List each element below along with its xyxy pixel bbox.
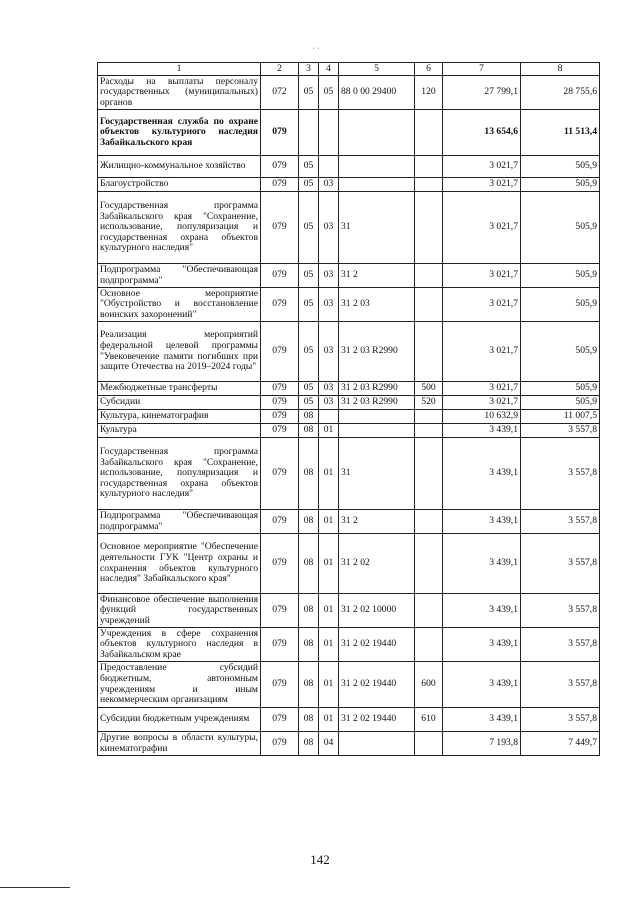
row-expense-type [415, 438, 443, 510]
table-row [98, 76, 600, 110]
row-name: Расходы на выплаты персоналу государственных (муниципальных) органов [98, 76, 261, 110]
row-section-code: 08 [299, 732, 319, 756]
row-section-code: 08 [299, 510, 319, 534]
row-expense-type [415, 594, 443, 628]
row-section-code [299, 110, 319, 156]
row-expense-type [415, 192, 443, 264]
header-col-2: 2 [261, 63, 299, 76]
row-target-article: 31 2 [339, 264, 415, 288]
page-number: 142 [310, 852, 330, 867]
row-subsection-code: 01 [319, 628, 339, 662]
row-target-article [339, 110, 415, 156]
header-col-8: 8 [521, 63, 600, 76]
row-name: Финансовое обеспечение выполнения функций государственных учреждений [98, 594, 261, 628]
row-target-article: 31 2 [339, 510, 415, 534]
row-section-code: 08 [299, 594, 319, 628]
row-name: Культура, кинематография [98, 410, 261, 424]
row-amount-year2: 505,9 [521, 382, 600, 396]
table-row [98, 534, 600, 594]
row-target-article: 31 2 03 [339, 288, 415, 322]
row-name: Государственная программа Забайкальского края "Сохранение, использование, популяризация и государственная охрана объектов культурного наследия" [98, 192, 261, 264]
row-target-article [339, 156, 415, 178]
row-section-code: 05 [299, 382, 319, 396]
row-subsection-code: 05 [319, 76, 339, 110]
row-admin-code: 072 [261, 76, 299, 110]
row-name: Субсидии [98, 396, 261, 410]
row-amount-year2: 3 557,8 [521, 424, 600, 438]
row-target-article: 31 [339, 438, 415, 510]
row-expense-type [415, 628, 443, 662]
row-admin-code: 079 [261, 178, 299, 192]
row-admin-code: 079 [261, 322, 299, 382]
row-section-code: 05 [299, 178, 319, 192]
row-subsection-code: 03 [319, 178, 339, 192]
row-admin-code: 079 [261, 628, 299, 662]
row-target-article: 31 2 02 19440 [339, 628, 415, 662]
row-amount-year1: 3 439,1 [443, 708, 521, 732]
row-section-code: 05 [299, 76, 319, 110]
row-admin-code: 079 [261, 410, 299, 424]
row-subsection-code [319, 110, 339, 156]
table-row [98, 192, 600, 264]
table-row [98, 382, 600, 396]
row-subsection-code: 01 [319, 424, 339, 438]
row-subsection-code [319, 410, 339, 424]
row-target-article: 31 2 03 R2990 [339, 382, 415, 396]
row-section-code: 05 [299, 264, 319, 288]
row-admin-code: 079 [261, 396, 299, 410]
row-name: Жилищно-коммунальное хозяйство [98, 156, 261, 178]
table-row [98, 322, 600, 382]
row-expense-type [415, 264, 443, 288]
table-row [98, 424, 600, 438]
row-subsection-code [319, 156, 339, 178]
table-row [98, 178, 600, 192]
row-admin-code: 079 [261, 534, 299, 594]
row-section-code: 08 [299, 708, 319, 732]
row-target-article: 31 2 03 R2990 [339, 396, 415, 410]
row-target-article [339, 732, 415, 756]
row-expense-type [415, 322, 443, 382]
row-amount-year1: 27 799,1 [443, 76, 521, 110]
row-expense-type [415, 178, 443, 192]
table-row [98, 510, 600, 534]
row-amount-year1: 3 439,1 [443, 438, 521, 510]
row-subsection-code: 01 [319, 708, 339, 732]
table-row [98, 438, 600, 510]
row-expense-type [415, 288, 443, 322]
row-target-article: 31 2 02 19440 [339, 662, 415, 708]
row-admin-code: 079 [261, 156, 299, 178]
table-header-row [98, 63, 600, 76]
row-amount-year2: 505,9 [521, 264, 600, 288]
row-target-article: 31 2 03 R2990 [339, 322, 415, 382]
row-amount-year1: 3 021,7 [443, 396, 521, 410]
row-admin-code: 079 [261, 732, 299, 756]
row-amount-year1: 3 021,7 [443, 322, 521, 382]
row-amount-year2: 3 557,8 [521, 438, 600, 510]
row-amount-year2: 505,9 [521, 178, 600, 192]
row-admin-code: 079 [261, 288, 299, 322]
table-body [98, 76, 600, 756]
row-amount-year2: 3 557,8 [521, 708, 600, 732]
row-amount-year1: 3 021,7 [443, 156, 521, 178]
table-row [98, 628, 600, 662]
row-expense-type: 610 [415, 708, 443, 732]
row-subsection-code: 01 [319, 510, 339, 534]
row-section-code: 08 [299, 662, 319, 708]
row-name: Реализация мероприятий федеральной целевой программы "Увековечение памяти погибших при защите Отечества на 2019–2024 годы" [98, 322, 261, 382]
row-amount-year2: 3 557,8 [521, 510, 600, 534]
table-row [98, 396, 600, 410]
row-admin-code: 079 [261, 438, 299, 510]
row-expense-type [415, 424, 443, 438]
row-expense-type: 600 [415, 662, 443, 708]
row-subsection-code: 03 [319, 288, 339, 322]
row-admin-code: 079 [261, 192, 299, 264]
row-section-code: 05 [299, 192, 319, 264]
header-col-7: 7 [443, 63, 521, 76]
row-section-code: 08 [299, 534, 319, 594]
row-amount-year1: 3 439,1 [443, 662, 521, 708]
row-subsection-code: 04 [319, 732, 339, 756]
row-amount-year2: 3 557,8 [521, 662, 600, 708]
row-target-article: 31 [339, 192, 415, 264]
row-section-code: 05 [299, 322, 319, 382]
row-amount-year1: 3 021,7 [443, 288, 521, 322]
header-col-3: 3 [299, 63, 319, 76]
row-expense-type [415, 510, 443, 534]
table-row [98, 410, 600, 424]
row-name: Основное мероприятие "Обеспечение деятельности ГУК "Центр охраны и сохранения объектов культурного наследия" Забайкальского края" [98, 534, 261, 594]
row-subsection-code: 01 [319, 594, 339, 628]
header-col-5: 5 [339, 63, 415, 76]
header-col-1: 1 [98, 63, 261, 76]
table-row [98, 156, 600, 178]
row-amount-year1: 3 021,7 [443, 192, 521, 264]
row-subsection-code: 01 [319, 438, 339, 510]
row-target-article [339, 178, 415, 192]
row-amount-year2: 505,9 [521, 322, 600, 382]
row-expense-type [415, 110, 443, 156]
row-name: Благоустройство [98, 178, 261, 192]
row-expense-type [415, 732, 443, 756]
row-amount-year1: 13 654,6 [443, 110, 521, 156]
row-admin-code: 079 [261, 382, 299, 396]
row-amount-year1: 3 439,1 [443, 628, 521, 662]
footer-divider [0, 887, 70, 888]
row-expense-type [415, 156, 443, 178]
row-subsection-code: 03 [319, 382, 339, 396]
row-amount-year2: 28 755,6 [521, 76, 600, 110]
row-amount-year1: 7 193,8 [443, 732, 521, 756]
row-name: Другие вопросы в области культуры, кинематографии [98, 732, 261, 756]
row-subsection-code: 03 [319, 192, 339, 264]
row-expense-type [415, 410, 443, 424]
row-admin-code: 079 [261, 510, 299, 534]
row-name: Учреждения в сфере сохранения объектов культурного наследия в Забайкальском крае [98, 628, 261, 662]
table-row [98, 264, 600, 288]
row-section-code: 08 [299, 628, 319, 662]
row-amount-year2: 3 557,8 [521, 534, 600, 594]
row-subsection-code: 03 [319, 396, 339, 410]
row-amount-year1: 3 439,1 [443, 510, 521, 534]
table-row [98, 708, 600, 732]
row-amount-year2: 11 513,4 [521, 110, 600, 156]
row-subsection-code: 01 [319, 534, 339, 594]
scan-artifact: ˎ ˏ [312, 40, 320, 49]
row-target-article: 88 0 00 29400 [339, 76, 415, 110]
row-admin-code: 079 [261, 110, 299, 156]
row-amount-year1: 3 439,1 [443, 424, 521, 438]
row-subsection-code: 01 [319, 662, 339, 708]
row-amount-year2: 7 449,7 [521, 732, 600, 756]
row-name: Государственная программа Забайкальского края "Сохранение, использование, популяризация и государственная охрана объектов культурного наследия" [98, 438, 261, 510]
row-amount-year1: 3 021,7 [443, 178, 521, 192]
row-admin-code: 079 [261, 662, 299, 708]
row-target-article: 31 2 02 19440 [339, 708, 415, 732]
row-section-code: 08 [299, 438, 319, 510]
row-expense-type: 120 [415, 76, 443, 110]
row-amount-year2: 505,9 [521, 288, 600, 322]
row-expense-type: 500 [415, 382, 443, 396]
row-section-code: 08 [299, 410, 319, 424]
table-row [98, 732, 600, 756]
row-name: Подпрограмма "Обеспечивающая подпрограмма" [98, 264, 261, 288]
row-amount-year2: 505,9 [521, 396, 600, 410]
row-section-code: 05 [299, 396, 319, 410]
header-col-4: 4 [319, 63, 339, 76]
table-row [98, 110, 600, 156]
row-amount-year2: 3 557,8 [521, 628, 600, 662]
row-admin-code: 079 [261, 594, 299, 628]
row-target-article [339, 410, 415, 424]
row-subsection-code: 03 [319, 264, 339, 288]
header-col-6: 6 [415, 63, 443, 76]
row-amount-year2: 3 557,8 [521, 594, 600, 628]
row-target-article: 31 2 02 10000 [339, 594, 415, 628]
row-admin-code: 079 [261, 264, 299, 288]
row-amount-year1: 3 439,1 [443, 594, 521, 628]
row-name: Культура [98, 424, 261, 438]
row-amount-year1: 10 632,9 [443, 410, 521, 424]
row-amount-year1: 3 021,7 [443, 264, 521, 288]
row-amount-year2: 11 007,5 [521, 410, 600, 424]
row-amount-year1: 3 021,7 [443, 382, 521, 396]
row-section-code: 05 [299, 156, 319, 178]
table-row [98, 288, 600, 322]
row-section-code: 08 [299, 424, 319, 438]
row-admin-code: 079 [261, 708, 299, 732]
row-amount-year1: 3 439,1 [443, 534, 521, 594]
budget-table [97, 62, 600, 756]
row-name: Межбюджетные трансферты [98, 382, 261, 396]
row-section-code: 05 [299, 288, 319, 322]
row-name: Государственная служба по охране объектов культурного наследия Забайкальского края [98, 110, 261, 156]
row-name: Предоставление субсидий бюджетным, автономным учреждениям и иным некоммерческим организациям [98, 662, 261, 708]
row-name: Субсидии бюджетным учреждениям [98, 708, 261, 732]
row-expense-type [415, 534, 443, 594]
table-row [98, 594, 600, 628]
row-amount-year2: 505,9 [521, 192, 600, 264]
row-name: Основное мероприятие "Обустройство и восстановление воинских захоронений" [98, 288, 261, 322]
row-subsection-code: 03 [319, 322, 339, 382]
row-amount-year2: 505,9 [521, 156, 600, 178]
row-target-article: 31 2 02 [339, 534, 415, 594]
row-target-article [339, 424, 415, 438]
row-expense-type: 520 [415, 396, 443, 410]
row-name: Подпрограмма "Обеспечивающая подпрограмма" [98, 510, 261, 534]
row-admin-code: 079 [261, 424, 299, 438]
table-row [98, 662, 600, 708]
